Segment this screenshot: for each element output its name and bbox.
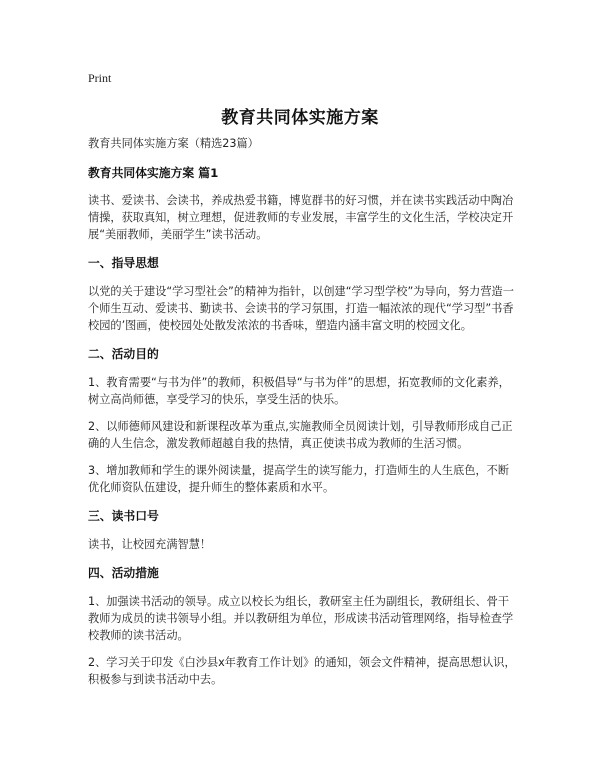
- paragraph: 读书，让校园充满智慧！: [88, 538, 212, 551]
- heading-activity-purpose: 二、活动目的: [88, 347, 159, 361]
- document-body: [88, 135, 518, 698]
- paragraph: 3、增加教师和学生的课外阅读量，提高学生的读写能力，打造师生的人生底色，不断优化师资队伍建设，提升师生的整体素质和水平。: [88, 464, 510, 494]
- paragraph: 2、以师德师风建设和新课程改革为重点,实施教师全员阅读计划，引导教师形成自己正确的人生信念，激发教师超越自我的热情，真正使读书成为教师的生活习惯。: [88, 420, 513, 450]
- intro-paragraph: 读书、爱读书、会读书，养成热爱书籍，博览群书的好习惯，并在读书实践活动中陶冶情操，获取真知，树立理想，促进教师的专业发展，丰富学生的文化生活，学校决定开展“美丽教师，美丽学生”读书活动。: [88, 194, 514, 241]
- heading-guiding-ideology: 一、指导思想: [88, 256, 159, 270]
- paragraph: 以党的关于建设“学习型社会”的精神为指针，以创建“学习型学校”为导向，努力营造一个师生互动、爱读书、勤读书、会读书的学习氛围，打造一幅浓浓的现代“学习型”书香校园的’图画，使校园处处散发浓浓的书香味，塑造内涵丰富文明的校园文化。: [88, 285, 514, 332]
- heading-activity-measures: 四、活动措施: [88, 566, 159, 580]
- heading-reading-slogan: 三、读书口号: [88, 509, 159, 523]
- print-label[interactable]: Print: [88, 71, 112, 85]
- paragraph: 1、加强读书活动的领导。成立以校长为组长，教研室主任为副组长，教研组长、骨干教师为成员的读书领导小组。并以教研组为单位，形成读书活动管理网络，指导检查学校教师的读书活动。: [88, 595, 514, 642]
- section-title: 教育共同体实施方案 篇1: [88, 166, 219, 180]
- document-subtitle: 教育共同体实施方案（精选23篇）: [88, 137, 259, 150]
- paragraph: 2、学习关于印发《白沙县x年教育工作计划》的通知，领会文件精神，提高思想认识，积极参与到读书活动中去。: [88, 656, 516, 686]
- paragraph: 1、教育需要“与书为伴”的教师，积极倡导“与书为伴”的思想，拓宽教师的文化素养，树立高尚师德，享受学习的快乐，享受生活的快乐。: [88, 376, 510, 406]
- document-title: 教育共同体实施方案: [221, 108, 379, 128]
